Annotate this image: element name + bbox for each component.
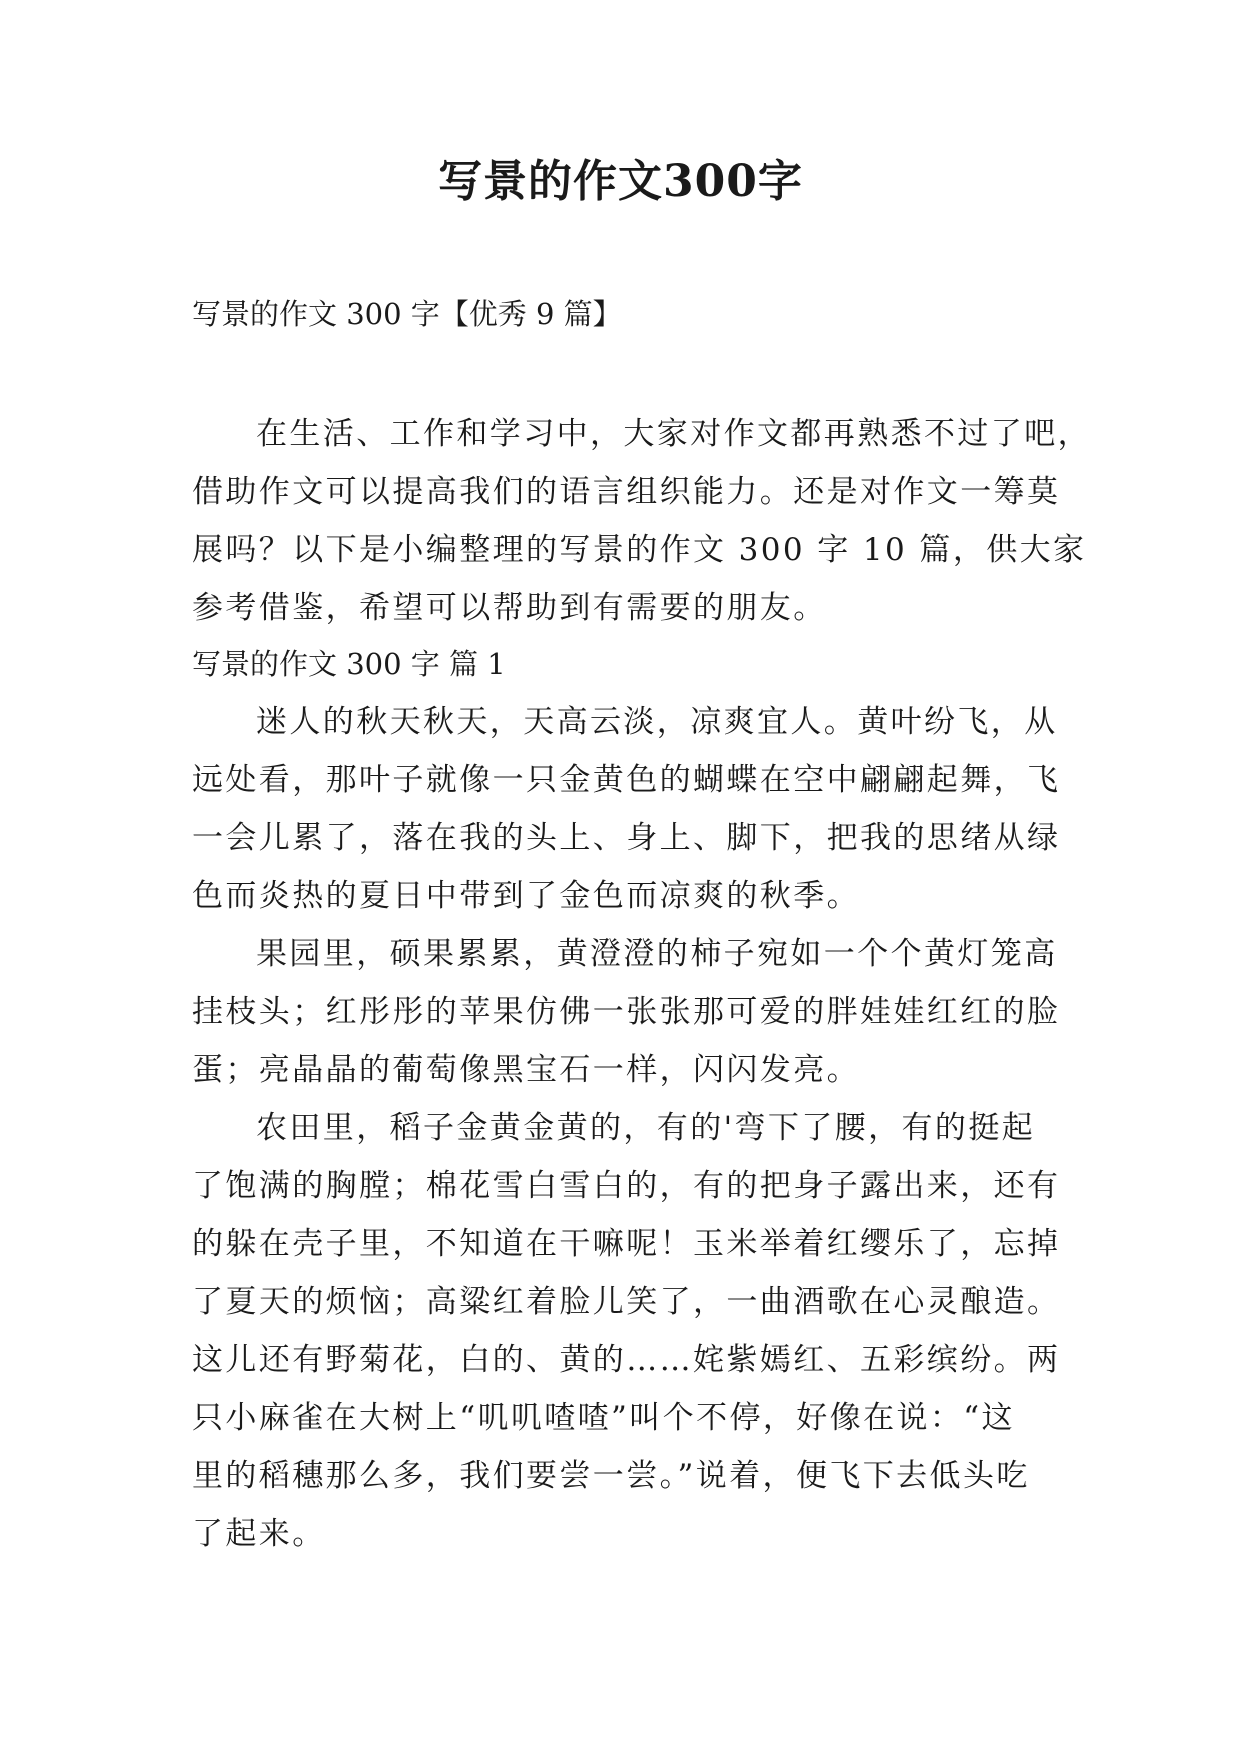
page-title: 写景的作文300字 (438, 156, 803, 207)
paragraph-line: 一会儿累了，落在我的头上、身上、脚下，把我的思绪从绿 (192, 820, 1061, 856)
paragraph-line: 了饱满的胸膛；棉花雪白雪白的，有的把身子露出来，还有 (192, 1168, 1061, 1204)
paragraph-line: 迷人的秋天秋天，天高云淡，凉爽宜人。黄叶纷飞，从 (256, 704, 1058, 740)
paragraph-line: 色而炎热的夏日中带到了金色而凉爽的秋季。 (192, 878, 860, 914)
intro-line: 在生活、工作和学习中，大家对作文都再熟悉不过了吧， (256, 416, 1091, 452)
paragraph-line: 只小麻雀在大树上“叽叽喳喳”叫个不停，好像在说：“这 (192, 1400, 1015, 1436)
document-subtitle: 写景的作文 300 字【优秀 9 篇】 (192, 297, 622, 331)
paragraph-line: 蛋；亮晶晶的葡萄像黑宝石一样，闪闪发亮。 (192, 1052, 860, 1088)
intro-line: 展吗？以下是小编整理的写景的作文 300 字 10 篇，供大家 (192, 532, 1087, 568)
paragraph-line: 挂枝头；红彤彤的苹果仿佛一张张那可爱的胖娃娃红红的脸 (192, 994, 1061, 1030)
paragraph-line: 的躲在壳子里，不知道在干嘛呢！玉米举着红缨乐了，忘掉 (192, 1226, 1061, 1262)
paragraph-line: 这儿还有野菊花，白的、黄的……姹紫嫣红、五彩缤纷。两 (192, 1342, 1061, 1378)
paragraph-line: 了起来。 (192, 1516, 326, 1552)
intro-line: 参考借鉴，希望可以帮助到有需要的朋友。 (192, 590, 827, 626)
paragraph-line: 远处看，那叶子就像一只金黄色的蝴蝶在空中翩翩起舞，飞 (192, 762, 1061, 798)
paragraph-line: 果园里，硕果累累，黄澄澄的柿子宛如一个个黄灯笼高 (256, 936, 1058, 972)
intro-line: 借助作文可以提高我们的语言组织能力。还是对作文一筹莫 (192, 474, 1061, 510)
section-heading: 写景的作文 300 字 篇 1 (192, 647, 506, 681)
paragraph-line: 里的稻穗那么多，我们要尝一尝。”说着，便飞下去低头吃 (192, 1458, 1030, 1494)
paragraph-line: 了夏天的烦恼；高粱红着脸儿笑了，一曲酒歌在心灵酿造。 (192, 1284, 1061, 1320)
paragraph-line: 农田里，稻子金黄金黄的，有的'弯下了腰，有的挺起 (256, 1110, 1036, 1146)
